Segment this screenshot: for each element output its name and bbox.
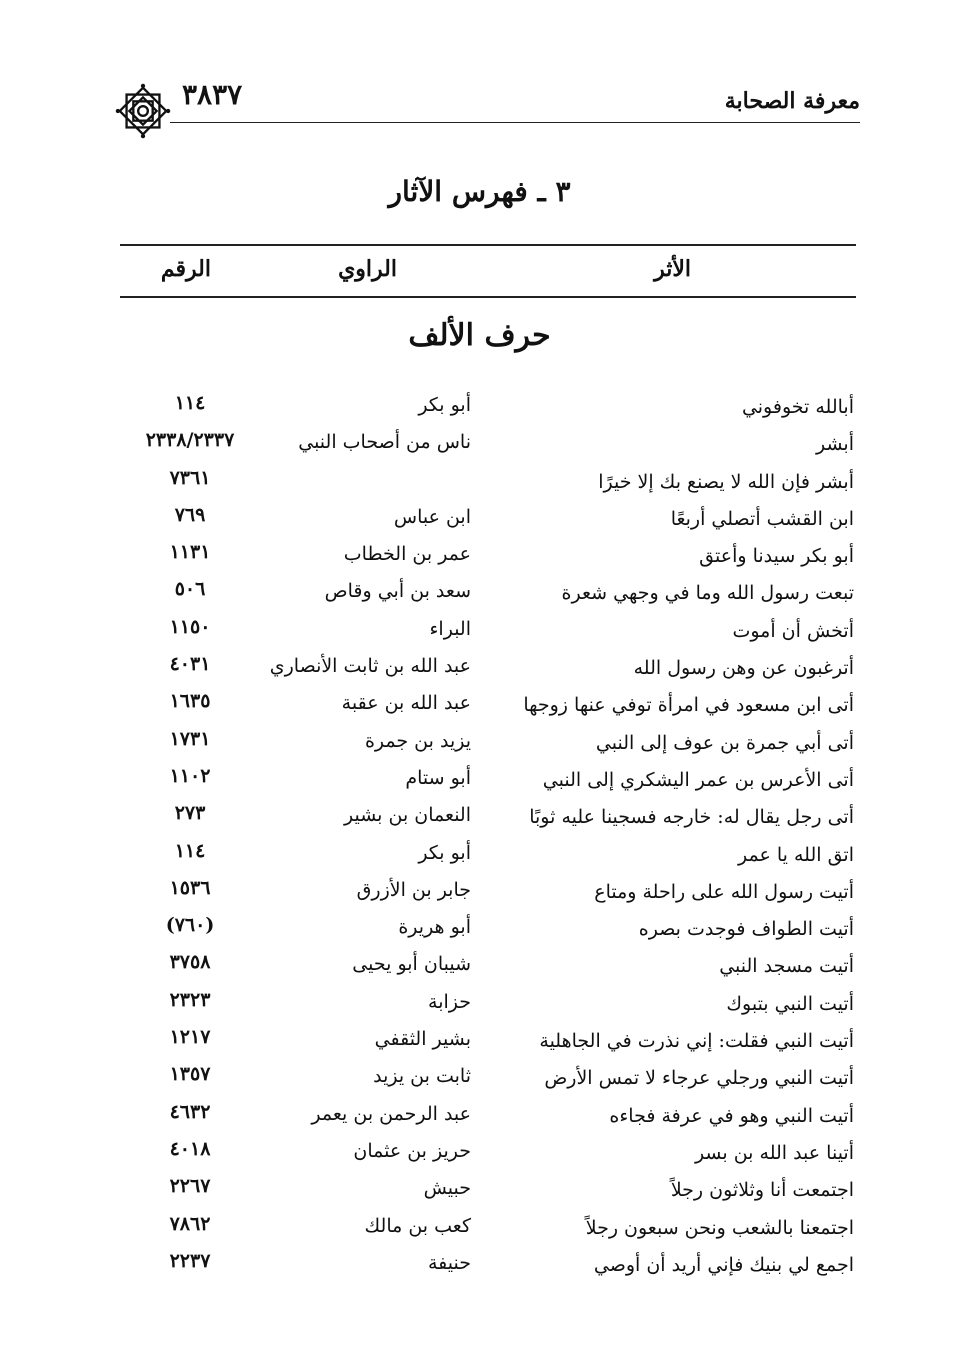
table-row: [120, 1138, 856, 1175]
table-row: [120, 578, 856, 615]
athar-cell: أتيت مسجد النبي: [719, 955, 854, 978]
number-cell: ١٣٥٧: [169, 1063, 211, 1086]
number-cell: ٢٣٣٨/٢٣٣٧: [145, 429, 235, 452]
number-cell: ٤٠١٨: [169, 1137, 211, 1160]
page-header: [110, 70, 860, 150]
table-row: [120, 653, 856, 690]
number-cell: ٧٦٩: [174, 503, 206, 526]
number-cell: ١٥٣٦: [169, 876, 211, 899]
table-row: [120, 1250, 856, 1287]
star-ornament-icon: [114, 82, 172, 140]
rawi-cell: أبو بكر: [418, 841, 471, 864]
rawi-cell: عبد الرحمن بن يعمر: [311, 1102, 471, 1125]
table-row: [120, 951, 856, 988]
athar-cell: أترغبون عن وهن رسول الله: [633, 657, 854, 680]
rawi-cell: البراء: [429, 617, 471, 640]
table-header-rule: [120, 296, 856, 298]
number-cell: ١١٣١: [169, 541, 211, 564]
table-row: [120, 467, 856, 504]
table-row: [120, 1101, 856, 1138]
rawi-cell: يزيد بن جمرة: [364, 729, 471, 752]
number-cell: ٣٧٥٨: [169, 951, 211, 974]
index-table: [120, 392, 856, 1287]
number-cell: ١١٠٢: [169, 764, 211, 787]
table-row: [120, 1063, 856, 1100]
table-row: [120, 1026, 856, 1063]
table-row: [120, 989, 856, 1026]
table-row: [120, 429, 856, 466]
table-row: [120, 541, 856, 578]
number-cell: ٧٨٦٢: [169, 1212, 211, 1235]
athar-cell: أتيت النبي بتبوك: [726, 992, 854, 1015]
index-title: ٣ ـ فهرس الآثار: [388, 175, 571, 208]
page-number: ٣٨٣٧: [182, 78, 243, 111]
number-cell: ٧٣٦١: [169, 466, 211, 489]
table-row: [120, 392, 856, 429]
table-top-rule: [120, 244, 856, 246]
rawi-cell: شيبان أبو يحيى: [352, 953, 471, 976]
table-row: [120, 1175, 856, 1212]
rawi-cell: ابن عباس: [393, 505, 471, 528]
athar-cell: أتيت رسول الله على راحلة ومتاع: [594, 880, 854, 903]
section-title: حرف الألف: [408, 318, 551, 353]
rawi-cell: جابر بن الأزرق: [356, 878, 471, 901]
rawi-cell: حنيفة: [427, 1251, 471, 1274]
number-cell: ٢٣٢٣: [169, 988, 211, 1011]
table-row: [120, 504, 856, 541]
athar-cell: أبشر: [816, 433, 854, 456]
table-row: [120, 914, 856, 951]
header-divider: [170, 122, 860, 123]
rawi-cell: أبو ستام: [405, 766, 471, 789]
number-cell: ١٧٣١: [169, 727, 211, 750]
column-header-athar: الأثر: [654, 256, 691, 282]
rawi-cell: بشير الثقفي: [374, 1028, 471, 1051]
rawi-cell: سعد بن أبي وقاص: [324, 580, 471, 603]
number-cell: ٤٠٣١: [169, 653, 211, 676]
athar-cell: أتى أبي جمرة بن عوف إلى النبي: [595, 731, 854, 754]
athar-cell: اجتمعنا بالشعب ونحن سبعون رجلاً: [585, 1216, 854, 1239]
rawi-cell: أبو بكر: [418, 394, 471, 416]
number-cell: ٢٧٣: [174, 802, 206, 825]
column-header-raqm: الرقم: [160, 256, 211, 282]
rawi-cell: كعب بن مالك: [364, 1214, 471, 1237]
table-row: [120, 765, 856, 802]
table-row: [120, 616, 856, 653]
rawi-cell: حزابة: [428, 990, 471, 1013]
number-cell: ٢٢٣٧: [169, 1249, 211, 1272]
rawi-cell: عبد الله بن ثابت الأنصاري: [269, 655, 471, 678]
rawi-cell: عمر بن الخطاب: [343, 543, 471, 566]
table-row: [120, 1213, 856, 1250]
number-cell: (٧٦٠): [165, 914, 215, 937]
table-row: [120, 802, 856, 839]
table-row: [120, 690, 856, 727]
number-cell: ١٢١٧: [169, 1026, 211, 1049]
athar-cell: اتق الله يا عمر: [738, 843, 854, 866]
athar-cell: اجتمعت أنا وثلاثون رجلاً: [670, 1179, 854, 1202]
athar-cell: أتيت النبي فقلت: إني نذرت في الجاهلية: [539, 1030, 854, 1053]
number-cell: ٢٢٦٧: [169, 1175, 211, 1198]
rawi-cell: ناس من أصحاب النبي: [298, 431, 471, 454]
table-row: [120, 840, 856, 877]
athar-cell: أبو بكر سيدنا وأعتق: [699, 545, 854, 568]
rawi-cell: ثابت بن يزيد: [373, 1065, 471, 1088]
athar-cell: أبشر فإن الله لا يصنع بك إلا خيرًا: [598, 470, 854, 493]
athar-cell: تبعت رسول الله وما في وجهي شعرة: [561, 582, 854, 605]
athar-cell: أتخش أن أموت: [732, 619, 854, 642]
athar-cell: أتى رجل يقال له: خارجه فسجينا عليه ثوبًا: [529, 806, 854, 829]
number-cell: ١١٥٠: [169, 615, 211, 638]
number-cell: ١٦٣٥: [169, 690, 211, 713]
athar-cell: أتيت النبي وهو في عرفة فجاءه: [609, 1104, 854, 1127]
athar-cell: أتيت النبي ورجلي عرجاء لا تمس الأرض: [544, 1067, 854, 1090]
athar-cell: أتى الأعرس بن عمر اليشكري إلى النبي: [542, 768, 854, 791]
table-row: [120, 877, 856, 914]
athar-cell: أبالله تخوفوني: [741, 396, 854, 418]
rawi-cell: النعمان بن بشير: [344, 804, 471, 827]
number-cell: ١١٤: [174, 392, 206, 414]
athar-cell: ابن القشب أتصلي أربعًا: [670, 507, 854, 530]
athar-cell: أتيت الطواف فوجدت بصره: [638, 918, 854, 941]
rawi-cell: عبد الله بن عقبة: [341, 692, 471, 715]
rawi-cell: حبيش: [423, 1177, 471, 1200]
number-cell: ٥٠٦: [174, 578, 206, 601]
athar-cell: أتى ابن مسعود في امرأة توفي عنها زوجها: [523, 694, 854, 717]
rawi-cell: حريز بن عثمان: [353, 1139, 471, 1162]
book-title: معرفة الصحابة: [724, 88, 860, 114]
athar-cell: أتينا عبد الله بن بسر: [694, 1141, 854, 1164]
number-cell: ٤٦٣٢: [169, 1100, 211, 1123]
table-row: [120, 728, 856, 765]
athar-cell: اجمع لي بنيك فإني أريد أن أوصي: [593, 1253, 854, 1276]
rawi-cell: أبو هريرة: [398, 916, 471, 939]
column-header-rawi: الراوي: [338, 256, 397, 282]
number-cell: ١١٤: [174, 839, 206, 862]
